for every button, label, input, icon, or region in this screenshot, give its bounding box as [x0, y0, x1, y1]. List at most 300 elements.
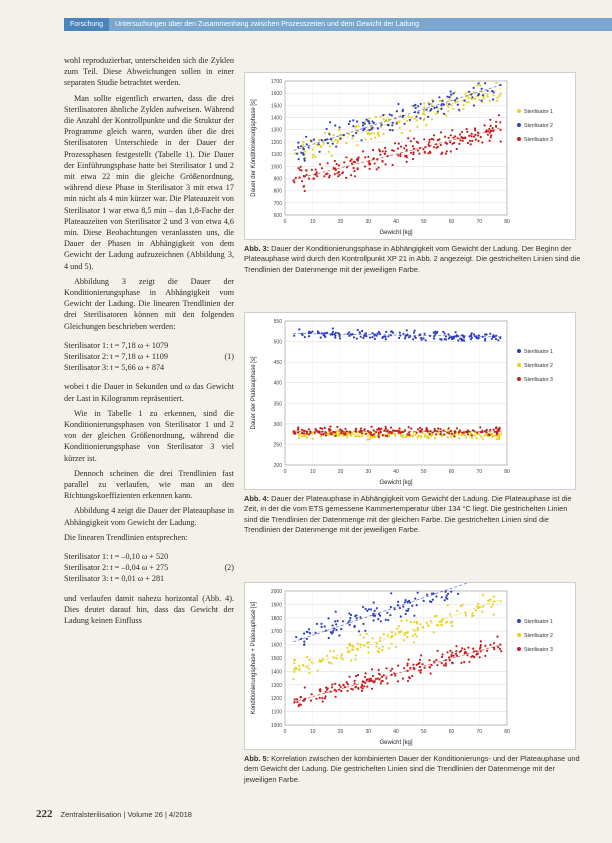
data-point — [418, 669, 420, 671]
data-point — [457, 339, 459, 341]
data-point — [412, 338, 414, 340]
data-point — [450, 591, 452, 593]
data-point — [332, 624, 334, 626]
y-tick-label: 1800 — [270, 615, 282, 622]
data-point — [311, 432, 313, 434]
data-point — [500, 650, 502, 652]
x-tick-label: 50 — [420, 469, 427, 475]
data-point — [297, 428, 299, 430]
data-point — [390, 670, 392, 672]
data-point — [436, 106, 438, 108]
legend-label: Sterilisator 2 — [524, 363, 553, 369]
data-point — [378, 669, 380, 671]
journal-info: Zentralsterilisation | Volume 26 | 4/2018 — [60, 810, 192, 819]
data-point — [486, 94, 488, 96]
data-point — [404, 601, 406, 603]
trend-line — [293, 583, 501, 642]
data-point — [368, 608, 370, 610]
data-point — [333, 650, 335, 652]
data-point — [445, 591, 447, 593]
data-point — [394, 633, 396, 635]
data-point — [398, 432, 400, 434]
data-point — [475, 139, 477, 141]
data-point — [490, 134, 492, 136]
data-point — [412, 635, 414, 637]
data-point — [404, 429, 406, 431]
data-point — [436, 430, 438, 432]
data-point — [375, 116, 377, 118]
data-point — [342, 620, 344, 622]
data-point — [312, 156, 314, 158]
caption-text: Dauer der Plateauphase in Abhängigkeit vom Gewicht der Ladung. Die Plateauphase ist die Zeit, in der die vom ETS gemessene Kammertemperatur über 134 °C liegt. Die gestrichelten Linien sind die Trendlinien der Datenmenge mit der gleichen Farbe. Die gestrichelten Linien sind die Trendlinien der Datenmenge mit der jeweiligen Farbe. — [244, 494, 572, 535]
data-point — [466, 131, 468, 133]
data-point — [414, 630, 416, 632]
data-point — [478, 337, 480, 339]
data-point — [479, 84, 481, 86]
y-tick-label: 1600 — [270, 642, 282, 649]
data-point — [436, 664, 438, 666]
data-point — [306, 437, 308, 439]
data-point — [441, 596, 443, 598]
x-tick-label: 80 — [504, 729, 510, 735]
x-tick-label: 10 — [309, 219, 316, 225]
data-point — [350, 174, 352, 176]
data-point — [321, 697, 323, 699]
data-point — [369, 337, 371, 339]
data-point — [339, 335, 341, 337]
data-point — [449, 141, 451, 143]
data-point — [367, 646, 369, 648]
data-point — [462, 140, 464, 142]
data-point — [301, 180, 303, 182]
data-point — [433, 107, 435, 109]
data-point — [425, 124, 427, 126]
data-point — [300, 704, 302, 706]
data-point — [491, 338, 493, 340]
data-point — [411, 117, 413, 119]
data-point — [359, 634, 361, 636]
data-point — [447, 110, 449, 112]
data-point — [418, 153, 420, 155]
data-point — [424, 667, 426, 669]
data-point — [500, 129, 502, 131]
data-point — [320, 337, 322, 339]
data-point — [406, 149, 408, 151]
data-point — [429, 139, 431, 141]
scatter-chart-5 — [245, 583, 575, 749]
data-point — [497, 339, 499, 341]
data-point — [450, 622, 452, 624]
data-point — [498, 429, 500, 431]
data-point — [394, 674, 396, 676]
data-point — [461, 131, 463, 133]
data-point — [373, 619, 375, 621]
data-point — [329, 175, 331, 177]
data-point — [409, 119, 411, 121]
data-point — [308, 659, 310, 661]
data-point — [471, 332, 473, 334]
data-point — [392, 164, 394, 166]
data-point — [325, 695, 327, 697]
data-point — [406, 636, 408, 638]
data-point — [493, 429, 495, 431]
data-point — [383, 633, 385, 635]
data-point — [435, 595, 437, 597]
data-point — [337, 429, 339, 431]
y-tick-label: 500 — [273, 339, 282, 346]
data-point — [371, 332, 373, 334]
data-point — [499, 121, 501, 123]
data-point — [378, 436, 380, 438]
data-point — [324, 697, 326, 699]
data-point — [306, 666, 308, 668]
data-point — [333, 167, 335, 169]
x-tick-label: 30 — [365, 729, 372, 735]
x-tick-label: 0 — [283, 729, 287, 735]
data-point — [414, 118, 416, 120]
data-point — [475, 609, 477, 611]
data-point — [312, 154, 314, 156]
data-point — [402, 110, 404, 112]
data-point — [445, 662, 447, 664]
data-point — [354, 175, 356, 177]
data-point — [340, 656, 342, 658]
data-point — [401, 620, 403, 622]
data-point — [408, 676, 410, 678]
data-point — [428, 625, 430, 627]
data-point — [482, 438, 484, 440]
data-point — [444, 599, 446, 601]
data-point — [466, 101, 468, 103]
data-point — [417, 629, 419, 631]
x-tick-label: 40 — [393, 729, 399, 735]
data-point — [411, 605, 413, 607]
data-point — [335, 623, 337, 625]
y-tick-label: 1000 — [270, 164, 282, 171]
data-point — [396, 628, 398, 630]
chart-frame — [244, 582, 576, 750]
data-point — [344, 428, 346, 430]
data-point — [395, 646, 397, 648]
data-point — [484, 124, 486, 126]
data-point — [390, 426, 392, 428]
data-point — [448, 427, 450, 429]
data-point — [495, 427, 497, 429]
data-point — [445, 153, 447, 155]
data-point — [379, 615, 381, 617]
y-tick-label: 1400 — [270, 115, 282, 122]
data-point — [348, 676, 350, 678]
data-point — [340, 690, 342, 692]
figure-caption — [244, 494, 582, 536]
data-point — [306, 143, 308, 145]
data-point — [379, 637, 381, 639]
data-point — [493, 614, 495, 616]
data-point — [360, 336, 362, 338]
data-point — [454, 135, 456, 137]
data-point — [472, 648, 474, 650]
legend-label: Sterilisator 3 — [524, 137, 553, 143]
data-point — [406, 619, 408, 621]
data-point — [298, 705, 300, 707]
x-axis-label: Gewicht [kg] — [379, 230, 413, 236]
data-point — [352, 645, 354, 647]
data-point — [391, 631, 393, 633]
data-point — [349, 645, 351, 647]
caption-text: Korrelation zwischen der kombinierten Dauer der Konditionierungs- und der Plateauphase und dem Gewicht der Ladung. Die gestrichelten Linien sind die Trendlinien der Datenmenge mit der jeweiligen Farbe. — [244, 754, 580, 784]
data-point — [352, 125, 354, 127]
data-point — [405, 599, 407, 601]
data-point — [340, 628, 342, 630]
data-point — [305, 174, 307, 176]
legend-label: Sterilisator 1 — [524, 349, 553, 355]
data-point — [334, 160, 336, 162]
data-point — [296, 153, 298, 155]
data-point — [419, 623, 421, 625]
data-point — [331, 684, 333, 686]
data-point — [447, 432, 449, 434]
data-point — [364, 156, 366, 158]
data-point — [308, 146, 310, 148]
paragraph: und verlaufen damit nahezu horizontal (Abb. 4). Dies deutet darauf hin, dass das Gewicht der Ladung keinen Einfluss — [64, 593, 234, 626]
data-point — [364, 676, 366, 678]
data-point — [487, 90, 489, 92]
data-point — [481, 141, 483, 143]
data-point — [467, 97, 469, 99]
data-point — [385, 163, 387, 165]
data-point — [429, 666, 431, 668]
data-point — [382, 133, 384, 135]
data-point — [423, 600, 425, 602]
data-point — [366, 610, 368, 612]
data-point — [401, 132, 403, 134]
data-point — [447, 593, 449, 595]
data-point — [447, 436, 449, 438]
data-point — [367, 156, 369, 158]
data-point — [471, 437, 473, 439]
data-point — [454, 432, 456, 434]
data-point — [306, 656, 308, 658]
data-point — [424, 435, 426, 437]
data-point — [358, 630, 360, 632]
data-point — [336, 163, 338, 165]
data-point — [370, 138, 372, 140]
data-point — [321, 626, 323, 628]
data-point — [385, 677, 387, 679]
data-point — [339, 126, 341, 128]
data-point — [304, 190, 306, 192]
data-point — [498, 95, 500, 97]
data-point — [455, 650, 457, 652]
data-point — [362, 623, 364, 625]
data-point — [311, 169, 313, 171]
data-point — [427, 116, 429, 118]
data-point — [403, 667, 405, 669]
data-point — [484, 655, 486, 657]
data-point — [320, 435, 322, 437]
data-point — [314, 155, 316, 157]
data-point — [384, 336, 386, 338]
data-point — [333, 134, 335, 136]
equation-line: Sterilisator 2: t = 7,18 ω + 1109 — [64, 352, 168, 362]
data-point — [347, 690, 349, 692]
data-point — [350, 659, 352, 661]
data-point — [418, 662, 420, 664]
data-point — [377, 131, 379, 133]
data-point — [364, 630, 366, 632]
y-tick-label: 300 — [273, 421, 282, 428]
data-point — [484, 82, 486, 84]
data-point — [413, 105, 415, 107]
chart-frame — [244, 72, 576, 240]
data-point — [306, 631, 308, 633]
data-point — [363, 636, 365, 638]
data-point — [322, 700, 324, 702]
data-point — [372, 149, 374, 151]
data-point — [378, 678, 380, 680]
y-tick-label: 900 — [273, 176, 282, 183]
data-point — [425, 109, 427, 111]
data-point — [362, 124, 364, 126]
data-point — [383, 674, 385, 676]
data-point — [470, 656, 472, 658]
data-point — [372, 127, 374, 129]
data-point — [477, 653, 479, 655]
data-point — [456, 148, 458, 150]
data-point — [353, 167, 355, 169]
data-point — [387, 619, 389, 621]
data-point — [339, 435, 341, 437]
data-point — [476, 431, 478, 433]
data-point — [346, 681, 348, 683]
data-point — [478, 93, 480, 95]
legend-marker — [517, 377, 521, 381]
data-point — [441, 656, 443, 658]
data-point — [321, 428, 323, 430]
data-point — [372, 637, 374, 639]
data-point — [370, 132, 372, 134]
data-point — [450, 436, 452, 438]
data-point — [429, 433, 431, 435]
page-footer — [36, 808, 192, 820]
data-point — [450, 134, 452, 136]
data-point — [480, 650, 482, 652]
data-point — [389, 129, 391, 131]
data-point — [477, 134, 479, 136]
data-point — [414, 633, 416, 635]
data-point — [373, 602, 375, 604]
data-point — [482, 594, 484, 596]
data-point — [370, 608, 372, 610]
data-point — [350, 688, 352, 690]
data-point — [406, 120, 408, 122]
data-point — [349, 643, 351, 645]
data-point — [340, 686, 342, 688]
data-point — [330, 432, 332, 434]
data-point — [302, 143, 304, 145]
data-point — [331, 155, 333, 157]
data-point — [345, 142, 347, 144]
data-point — [495, 125, 497, 127]
data-point — [414, 336, 416, 338]
data-point — [354, 126, 356, 128]
data-point — [346, 647, 348, 649]
data-point — [453, 655, 455, 657]
data-point — [331, 686, 333, 688]
data-point — [356, 144, 358, 146]
data-point — [466, 128, 468, 130]
x-tick-label: 20 — [337, 469, 344, 475]
data-point — [484, 645, 486, 647]
data-point — [460, 662, 462, 664]
data-point — [443, 433, 445, 435]
data-point — [416, 664, 418, 666]
data-point — [464, 100, 466, 102]
data-point — [480, 644, 482, 646]
data-point — [318, 143, 320, 145]
data-point — [399, 155, 401, 157]
y-tick-label: 1700 — [270, 629, 282, 636]
data-point — [423, 102, 425, 104]
x-axis-label: Gewicht [kg] — [379, 740, 413, 746]
legend-marker — [517, 349, 521, 353]
data-point — [365, 608, 367, 610]
data-point — [419, 659, 421, 661]
data-point — [407, 115, 409, 117]
chart-frame — [244, 312, 576, 490]
data-point — [327, 142, 329, 144]
data-point — [399, 332, 401, 334]
data-point — [334, 335, 336, 337]
data-point — [337, 620, 339, 622]
data-point — [328, 637, 330, 639]
data-point — [341, 430, 343, 432]
data-point — [491, 436, 493, 438]
data-point — [451, 129, 453, 131]
data-point — [420, 436, 422, 438]
data-point — [369, 163, 371, 165]
data-point — [440, 433, 442, 435]
data-point — [405, 145, 407, 147]
data-point — [446, 143, 448, 145]
data-point — [319, 688, 321, 690]
data-point — [464, 93, 466, 95]
data-point — [428, 659, 430, 661]
data-point — [302, 141, 304, 143]
data-point — [448, 656, 450, 658]
data-point — [382, 150, 384, 152]
data-point — [335, 696, 337, 698]
data-point — [376, 168, 378, 170]
data-point — [463, 104, 465, 106]
data-point — [357, 168, 359, 170]
data-point — [459, 133, 461, 135]
data-point — [306, 432, 308, 434]
data-point — [326, 173, 328, 175]
data-point — [366, 119, 368, 121]
data-point — [388, 124, 390, 126]
data-point — [414, 598, 416, 600]
data-point — [473, 333, 475, 335]
data-point — [292, 678, 294, 680]
data-point — [335, 629, 337, 631]
data-point — [417, 105, 419, 107]
data-point — [483, 98, 485, 100]
equation-line: Sterilisator 3: t = 5,66 ω + 874 — [64, 363, 165, 373]
data-point — [348, 612, 350, 614]
data-point — [402, 116, 404, 118]
data-point — [449, 613, 451, 615]
